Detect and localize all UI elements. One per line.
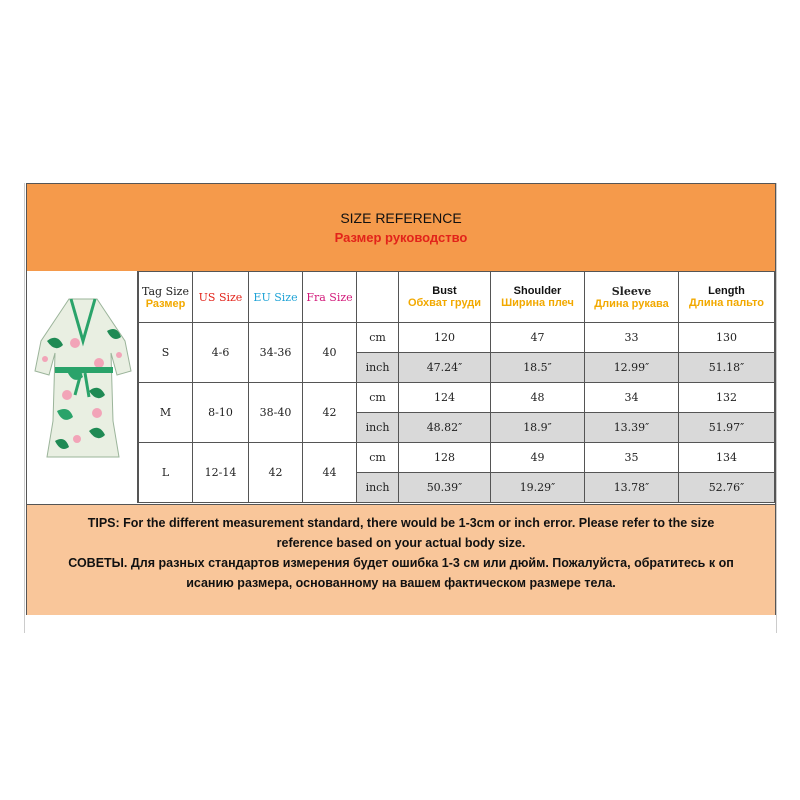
bust-inch: 48.82″ [399,413,491,443]
left-edge-line [24,183,25,633]
sleeve-inch: 13.78″ [585,473,679,503]
kimono-dress-icon [27,271,137,503]
sleeve-cm: 33 [585,323,679,353]
length-inch: 51.97″ [679,413,775,443]
bust-cm: 120 [399,323,491,353]
sleeve-inch: 12.99″ [585,353,679,383]
eu-size-cell: 42 [249,443,303,503]
shoulder-cm: 48 [491,383,585,413]
shoulder-inch: 18.9″ [491,413,585,443]
chart-subtitle: Размер руководство [334,230,468,245]
tips-en-line-2: reference based on your actual body size. [276,536,526,550]
chart-header [27,184,775,272]
length-cm: 132 [679,383,775,413]
length-cm: 130 [679,323,775,353]
kimono-photo [27,271,138,503]
bust-cm: 124 [399,383,491,413]
unit-inch: inch [357,413,399,443]
size-chart [26,183,776,615]
right-edge-line [776,183,777,633]
tag-size-cell: L [139,443,193,503]
fra-size-cell: 40 [303,323,357,383]
chart-title: SIZE REFERENCE [340,210,462,226]
sleeve-cm: 35 [585,443,679,473]
header-unit-blank [357,272,399,323]
table-row [139,443,775,473]
header-us-size: US Size [193,272,249,323]
sleeve-inch: 13.39″ [585,413,679,443]
shoulder-cm: 47 [491,323,585,353]
table-row [139,323,775,353]
length-inch: 51.18″ [679,353,775,383]
length-inch: 52.76″ [679,473,775,503]
unit-inch: inch [357,473,399,503]
sleeve-cm: 34 [585,383,679,413]
bust-inch: 47.24″ [399,353,491,383]
shoulder-inch: 18.5″ [491,353,585,383]
us-size-cell: 12-14 [193,443,249,503]
header-sleeve: Sleeve Длина рукава [585,272,679,323]
unit-cm: cm [357,383,399,413]
us-size-cell: 4-6 [193,323,249,383]
eu-size-cell: 34-36 [249,323,303,383]
shoulder-cm: 49 [491,443,585,473]
fra-size-cell: 44 [303,443,357,503]
length-cm: 134 [679,443,775,473]
header-shoulder: Shoulder Ширина плеч [491,272,585,323]
eu-size-cell: 38-40 [249,383,303,443]
bust-cm: 128 [399,443,491,473]
table-header-row [139,272,775,323]
header-bust: Bust Обхват груди [399,272,491,323]
tag-size-cell: M [139,383,193,443]
us-size-cell: 8-10 [193,383,249,443]
table-row [139,383,775,413]
header-fra-size: Fra Size [303,272,357,323]
size-table [138,271,775,503]
tips-box [27,504,775,615]
shoulder-inch: 19.29″ [491,473,585,503]
unit-cm: cm [357,323,399,353]
unit-cm: cm [357,443,399,473]
header-eu-size: EU Size [249,272,303,323]
header-tag-size: Tag Size Размер [139,272,193,323]
unit-inch: inch [357,353,399,383]
header-length: Length Длина пальто [679,272,775,323]
bust-inch: 50.39″ [399,473,491,503]
fra-size-cell: 42 [303,383,357,443]
tips-ru-line-1: СОВЕТЫ. Для разных стандартов измерения будет ошибка 1-3 см или дюйм. Пожалуйста, обратитесь к оп [68,556,734,570]
tips-ru-line-2: исанию размера, основанному на вашем фактическом размере тела. [186,576,616,590]
tips-en-line-1: TIPS: For the different measurement standard, there would be 1-3cm or inch error. Please refer to the size [87,516,715,530]
tag-size-cell: S [139,323,193,383]
